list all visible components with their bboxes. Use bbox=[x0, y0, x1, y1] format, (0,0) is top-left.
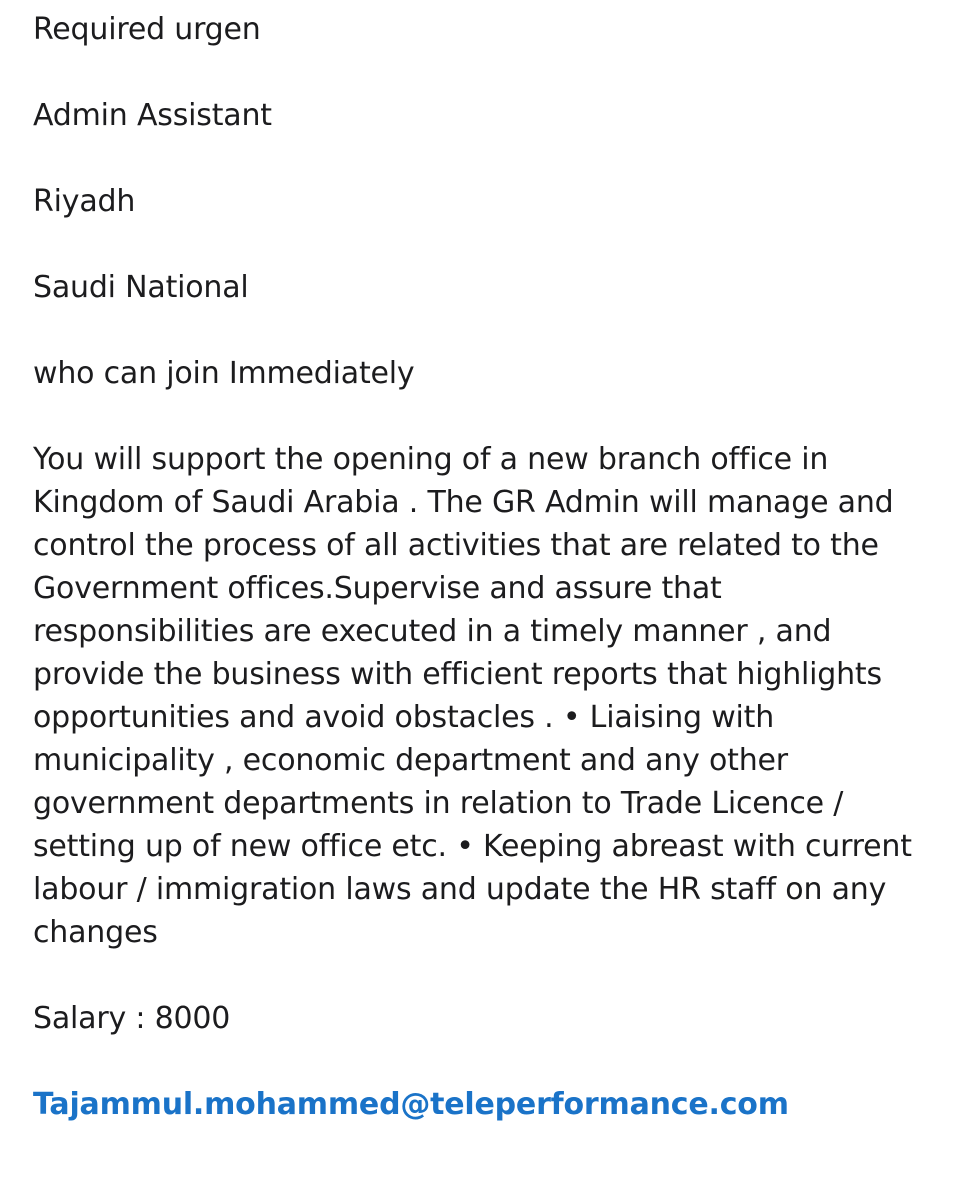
job-location: Riyadh bbox=[33, 184, 136, 219]
job-description: You will support the opening of a new branch office in Kingdom of Saudi Arabia . The GR Admin will manage and control the process of all activities that are related to the Government offices.Supervise and assure that responsibilities are executed in a timely manner , and provide the business with efficient reports that highlights opportunities and avoid obstacles . • Liaising with municipality , economic department and any other government departments in relation to Trade Licence / setting up of new office etc. • Keeping abreast with current labour / immigration laws and update the HR staff on any changes bbox=[33, 442, 912, 950]
email-line bbox=[33, 1083, 938, 1126]
spacer bbox=[33, 137, 938, 180]
job-title: Admin Assistant bbox=[33, 98, 272, 133]
job-post-body bbox=[33, 8, 938, 1126]
spacer bbox=[33, 1040, 938, 1083]
spacer bbox=[33, 395, 938, 438]
spacer bbox=[33, 51, 938, 94]
post-headline: Required urgen bbox=[33, 12, 261, 47]
spacer bbox=[33, 309, 938, 352]
nationality-requirement: Saudi National bbox=[33, 270, 249, 305]
salary-text: Salary : 8000 bbox=[33, 1001, 231, 1036]
availability-requirement: who can join Immediately bbox=[33, 356, 415, 391]
email-link[interactable]: Tajammul.mohammed@teleperformance.com bbox=[33, 1087, 789, 1122]
spacer bbox=[33, 954, 938, 997]
spacer bbox=[33, 223, 938, 266]
